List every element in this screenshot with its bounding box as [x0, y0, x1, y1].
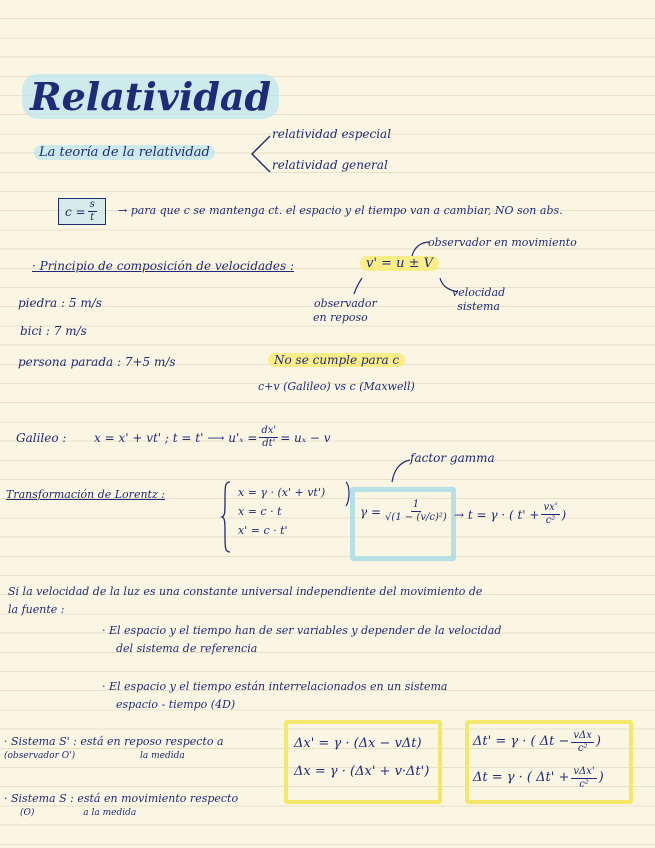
observer-moving-note: observador en movimiento: [428, 236, 577, 249]
delta-t-fraction: [571, 767, 596, 790]
bullet-space-time-variable: [102, 622, 501, 658]
lorentz-brace: [222, 480, 232, 554]
bullet-1-line2: del sistema de referencia: [116, 642, 258, 655]
system-s-prime-line1: · Sistema S' : está en reposo respecto a: [4, 735, 224, 748]
system-s-prime: [4, 735, 224, 763]
lorentz-label: Transformación de Lorentz :: [6, 488, 165, 501]
observer-rest-line2: en reposo: [312, 311, 368, 324]
delta-t-prime-den: c²: [577, 742, 588, 754]
time-fraction: [541, 503, 559, 526]
example-person: persona parada : 7+5 m/s: [18, 355, 176, 369]
system-s: [4, 792, 238, 820]
not-for-c-note: No se cumple para c: [268, 353, 405, 367]
arrow-observer-rest: [350, 276, 370, 296]
system-speed-line2: sistema: [457, 300, 500, 313]
speed-num: s: [89, 199, 95, 210]
delta-t-num: vΔx': [573, 765, 595, 777]
system-s-prime-observer: (observador O'): [4, 751, 76, 761]
time-lhs: → t = γ · ( t' +: [454, 507, 540, 522]
speed-formula: [58, 198, 106, 225]
light-paragraph-line2: la fuente :: [8, 603, 65, 616]
delta-t-lhs: Δt = γ · ( Δt' +: [473, 770, 570, 785]
observer-rest-line1: observador: [314, 297, 377, 310]
speed-note: → para que c se mantenga ct. el espacio y el tiempo van a cambiar, NO son abs.: [118, 204, 563, 217]
bullet-space-time-interrelated: [102, 678, 447, 714]
branch-general: relatividad general: [272, 158, 388, 172]
gamma-lhs: γ =: [360, 504, 382, 519]
gamma-box: [350, 487, 456, 561]
gamma-den: √(1 − (v/c)²): [385, 512, 447, 523]
theory-label: La teoría de la relatividad: [34, 145, 215, 160]
time-rhs: ): [561, 507, 567, 522]
delta-t-prime-lhs: Δt' = γ · ( Δt −: [473, 734, 570, 749]
galileo-num: dx': [261, 425, 277, 436]
system-s-prime-measure: la medida: [139, 751, 185, 761]
lorentz-system: [238, 483, 325, 540]
speed-lhs: c =: [65, 204, 86, 219]
delta-t-den: c²: [579, 778, 589, 790]
galileo-eq-text: x = x' + vt' ; t = t' ⟶ u'ₓ =: [94, 430, 258, 445]
delta-t-eq: [473, 760, 604, 796]
gamma-fraction: [383, 500, 449, 523]
bullet-2-line1: · El espacio y el tiempo están interrelacionados en un sistema: [102, 680, 448, 693]
system-s-observer: (O): [20, 808, 35, 818]
delta-t-prime-num: vΔx: [573, 729, 592, 741]
bullet-1-line1: · El espacio y el tiempo han de ser variables y depender de la velocidad: [102, 624, 502, 637]
system-speed-label: [452, 286, 505, 314]
example-bike: bici : 7 m/s: [20, 324, 87, 338]
brace-bracket: [248, 132, 272, 176]
branch-special: relatividad especial: [272, 127, 392, 141]
length-contraction-formulas: [294, 730, 429, 786]
lorentz-eq-3: x' = c · t': [238, 524, 288, 537]
composition-formula: v' = u ± V: [360, 256, 439, 271]
delta-x-prime-eq: Δx' = γ · (Δx − vΔt): [294, 736, 422, 751]
light-paragraph-line1: Si la velocidad de la luz es una constante universal independiente del movimiento de: [8, 585, 483, 598]
galileo-vs-maxwell: c+v (Galileo) vs c (Maxwell): [258, 380, 415, 393]
gamma-factor-text: factor gamma: [410, 451, 495, 465]
system-s-line2: [4, 806, 238, 820]
bullet-2-line2: espacio - tiempo (4D): [116, 698, 236, 711]
system-s-prime-line2: [4, 749, 224, 763]
galileo-label: Galileo :: [16, 431, 67, 445]
delta-t-prime-rhs: ): [595, 734, 601, 749]
delta-t-prime-eq: [473, 724, 604, 760]
gamma-formula: [360, 500, 451, 523]
arrow-gamma-factor: [388, 458, 414, 484]
time-dilation-formulas: [473, 724, 604, 796]
speed-den: t: [90, 212, 95, 223]
system-s-measure: a la medida: [83, 808, 137, 818]
lorentz-eq-2: x = c · t: [238, 505, 282, 518]
galileo-den: dt': [262, 438, 276, 449]
time-num: vx': [543, 502, 558, 513]
gamma-num: 1: [412, 499, 420, 510]
galileo-equation: [94, 426, 331, 449]
delta-t-rhs: ): [598, 770, 604, 785]
time-dilation-formula: [454, 503, 566, 526]
galileo-fraction: [259, 426, 278, 449]
example-stone: piedra : 5 m/s: [18, 296, 102, 310]
lorentz-eq-1: x = γ · (x' + vt'): [238, 486, 326, 499]
light-paragraph: [8, 583, 482, 619]
galileo-eq-tail: = uₓ − v: [280, 430, 331, 445]
observer-rest-label: [314, 297, 377, 325]
delta-t-prime-fraction: [571, 731, 594, 754]
speed-fraction: [88, 200, 97, 223]
page-title: Relatividad: [22, 74, 279, 120]
system-speed-line1: velocidad: [452, 286, 506, 299]
time-den: c²: [545, 515, 556, 526]
gamma-factor-note: [410, 451, 495, 465]
system-s-line1: · Sistema S : está en movimiento respecto: [4, 792, 239, 805]
delta-x-eq: Δx = γ · (Δx' + v·Δt'): [294, 764, 430, 779]
composition-heading: · Principio de composición de velocidades :: [32, 259, 295, 273]
